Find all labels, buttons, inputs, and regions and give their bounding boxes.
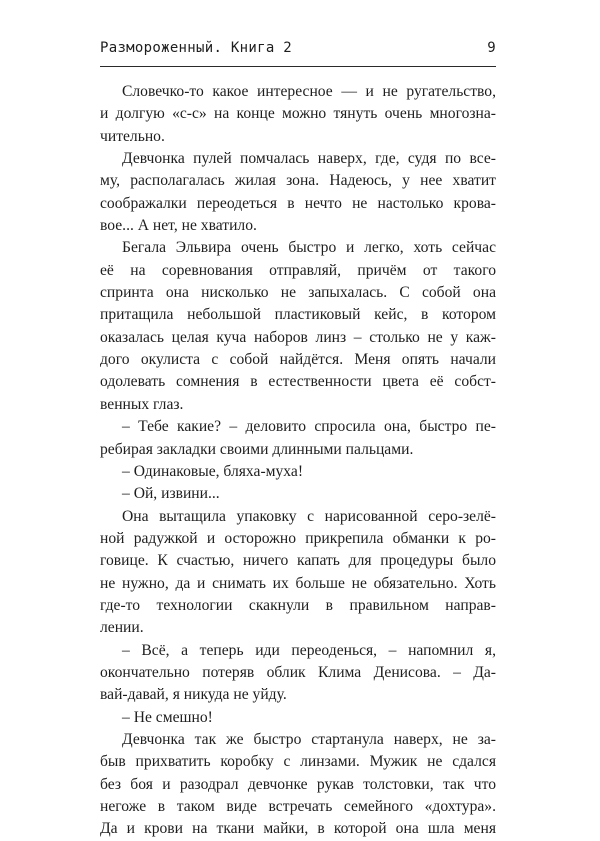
paragraph [100, 81, 496, 148]
page-number: 9 [487, 40, 496, 56]
text-line: – Ой, извини... [122, 485, 220, 503]
paragraph [100, 707, 496, 729]
text-line: говице. К счастью, ничего капать для процедуры было [100, 552, 496, 570]
text-line: чительно. [100, 127, 165, 145]
book-title: Размороженный. Книга 2 [100, 40, 293, 56]
text-line: негоже в таком виде встречать семейного «дохтура». [100, 798, 496, 815]
text-line: Бегала Эльвира очень быстро и легко, хоть сейчас [122, 239, 496, 257]
text-line: спринта она нисколько не запыхалась. С собой она [100, 284, 496, 302]
text-line: лении. [100, 619, 144, 637]
paragraph [100, 640, 496, 707]
text-line: не нужно, да и снимать их больше не обязательно. Хоть [100, 574, 496, 592]
paragraph [100, 416, 496, 461]
text-line: ной радужкой и осторожно прикрепила обманки к ро- [100, 529, 496, 547]
text-line: её на соревнования отправляй, причём от такого [100, 261, 496, 279]
text-line: окончательно потеряв облик Клима Денисова. – Да- [100, 663, 496, 681]
paragraph [100, 506, 496, 640]
text-line: Девчонка пулей помчалась наверх, где, судя по все- [122, 150, 496, 168]
text-line: венных глаз. [100, 395, 184, 413]
text-line: притащила небольшой пластиковый кейс, в котором [100, 306, 496, 324]
text-line: Словечко-то какое интересное — и не ругательство, [122, 83, 496, 100]
text-line: – Одинаковые, бляха-муха! [122, 462, 304, 480]
text-line: быв прихватить коробку с линзами. Мужик не сдался [100, 753, 496, 771]
text-line: и долгую «с-с» на конце можно тянуть очень многозна- [100, 105, 496, 123]
text-line: оказалась целая куча наборов линз – столько не у каж- [100, 328, 496, 346]
text-line: Она вытащила упаковку с нарисованной серо-зелё- [122, 507, 496, 525]
paragraph [100, 729, 496, 841]
text-line: соображалки переодеться в нечто не настолько крова- [100, 194, 496, 212]
text-line: Девчонка так же быстро стартанула наверх, не за- [122, 730, 496, 748]
text-line: ребирая закладки своими длинными пальцами. [100, 440, 414, 458]
text-line: где-то технологии скакнули в правильном направ- [100, 596, 496, 614]
running-header [100, 40, 496, 62]
text-line: – Тебе какие? – деловито спросила она, быстро пе- [122, 418, 496, 436]
page-body-text [100, 81, 496, 838]
paragraph [100, 148, 496, 237]
text-line: без боя и разодрал девчонке рукав толстовки, так что [100, 775, 496, 793]
text-line: му, располагалась жилая зона. Надеюсь, у нее хватит [100, 172, 496, 190]
text-line: – Не смешно! [122, 708, 213, 726]
text-line: вое... А нет, не хватило. [100, 217, 257, 235]
paragraph [100, 461, 496, 483]
text-line: одолевать сомнения в естественности цвета её собст- [100, 373, 496, 391]
header-divider [100, 66, 496, 67]
paragraph [100, 237, 496, 416]
paragraph [100, 483, 496, 505]
text-line: дого окулиста с собой найдётся. Меня опять начали [100, 351, 496, 369]
text-line: вай-давай, я никуда не уйду. [100, 686, 287, 704]
text-line: – Всё, а теперь иди переоденься, – напомнил я, [122, 641, 496, 659]
text-line: Да и крови на ткани майки, в которой она шла меня [100, 820, 496, 838]
